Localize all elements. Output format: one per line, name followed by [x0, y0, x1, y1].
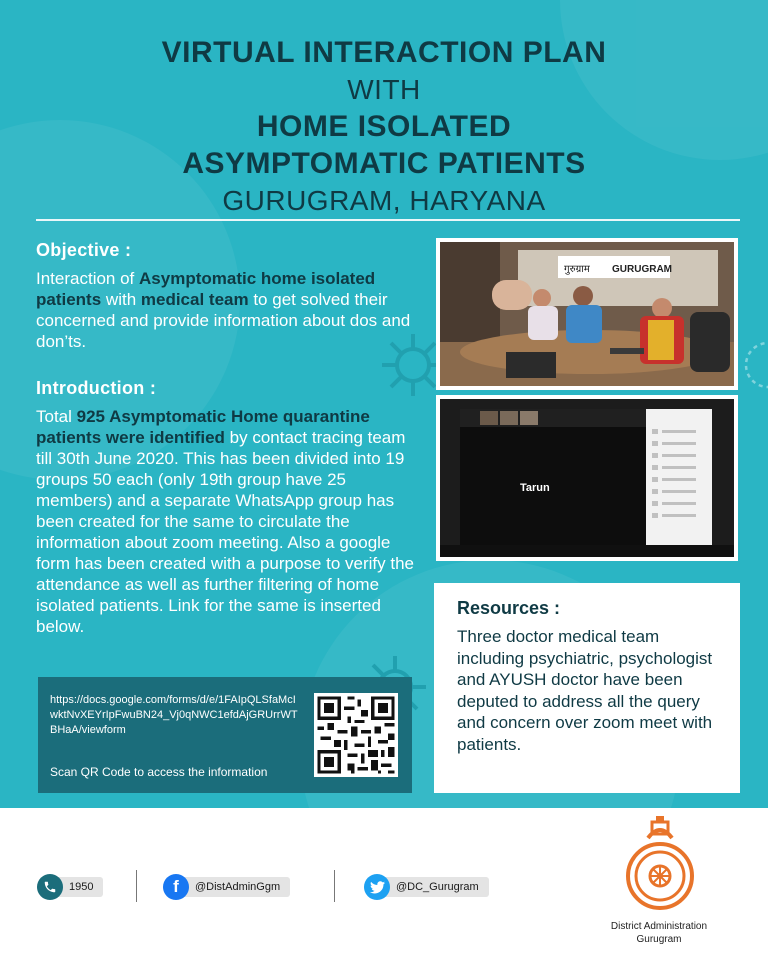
title-line: HOME ISOLATED: [256, 110, 512, 143]
sign-english: GURUGRAM: [612, 264, 672, 275]
facebook-contact[interactable]: [163, 874, 290, 900]
text-run: to get solved their concerned and provide information about dos and don’ts.: [36, 290, 411, 351]
google-form-url[interactable]: https://docs.google.com/forms/d/e/1FAIpQLSfaMcIwktNvXEYrIpFwuBN24_Vj0qNWC1efdAjGRUrrWTBHaA/viewform: [50, 694, 298, 736]
footer: [0, 808, 768, 960]
text-run: by contact tracing team till 30th June 2020. This has been divided into 19 groups 50 each (only 19th group have 25 members) and a separate WhatsApp group has been created for the same to circulate the information about zoom meeting. Also a google form has been created with a purpose to verify the attendance as well as further filtering of home isolated patients. Link for the same is inserted below.: [36, 428, 414, 636]
zoom-meeting-photo: [436, 395, 738, 561]
org-line: District Administration: [610, 921, 708, 932]
twitter-icon: [364, 874, 390, 900]
phone-contact[interactable]: [37, 874, 103, 900]
text-run: Interaction of: [36, 269, 140, 288]
poster-title: [0, 34, 768, 219]
introduction-text: [36, 406, 421, 637]
zoom-screen-illustration: [440, 399, 734, 557]
footer-separator: [136, 870, 137, 902]
haryana-emblem-icon: [622, 816, 698, 916]
facebook-handle: @DistAdminGgm: [181, 877, 290, 897]
qr-code-icon[interactable]: [314, 693, 398, 777]
sign-hindi: गुरुग्राम: [564, 264, 590, 275]
text-run: Total: [36, 407, 77, 426]
footer-separator: [334, 870, 335, 902]
participant-name: Tarun: [520, 482, 550, 494]
phone-icon: [37, 874, 63, 900]
twitter-handle: @DC_Gurugram: [382, 877, 489, 897]
resources-text: Three doctor medical team including psychiatric, psychologist and AYUSH doctor have been deputed to address all the query and concern over zoom meet with patients.: [457, 627, 713, 754]
phone-number: 1950: [55, 877, 103, 897]
meeting-room-photo: [436, 238, 738, 390]
objective-heading: Objective :: [36, 240, 132, 260]
org-line: Gurugram: [636, 934, 682, 945]
twitter-contact[interactable]: [364, 874, 489, 900]
text-run-bold: Asymptomatic home isolated patients: [36, 269, 376, 309]
title-line: ASYMPTOMATIC PATIENTS: [182, 147, 586, 180]
text-run-bold: 925 Asymptomatic Home quarantine patients were identified: [36, 407, 370, 447]
text-run-bold: medical team: [140, 290, 249, 309]
resources-heading: Resources :: [457, 598, 561, 618]
resources-box: [434, 583, 740, 793]
facebook-icon: f: [163, 874, 189, 900]
title-subtitle: GURUGRAM, HARYANA: [222, 185, 546, 216]
google-form-link-box: [38, 677, 412, 793]
title-line: WITH: [347, 74, 421, 105]
meeting-room-illustration: [440, 242, 734, 386]
text-run: with: [101, 290, 141, 309]
title-line: VIRTUAL INTERACTION PLAN: [161, 36, 607, 69]
divider: [36, 219, 740, 221]
scan-instruction: Scan QR Code to access the information: [50, 765, 268, 779]
objective-text: [36, 268, 421, 352]
organization-name: [592, 920, 726, 946]
introduction-heading: Introduction :: [36, 378, 157, 398]
